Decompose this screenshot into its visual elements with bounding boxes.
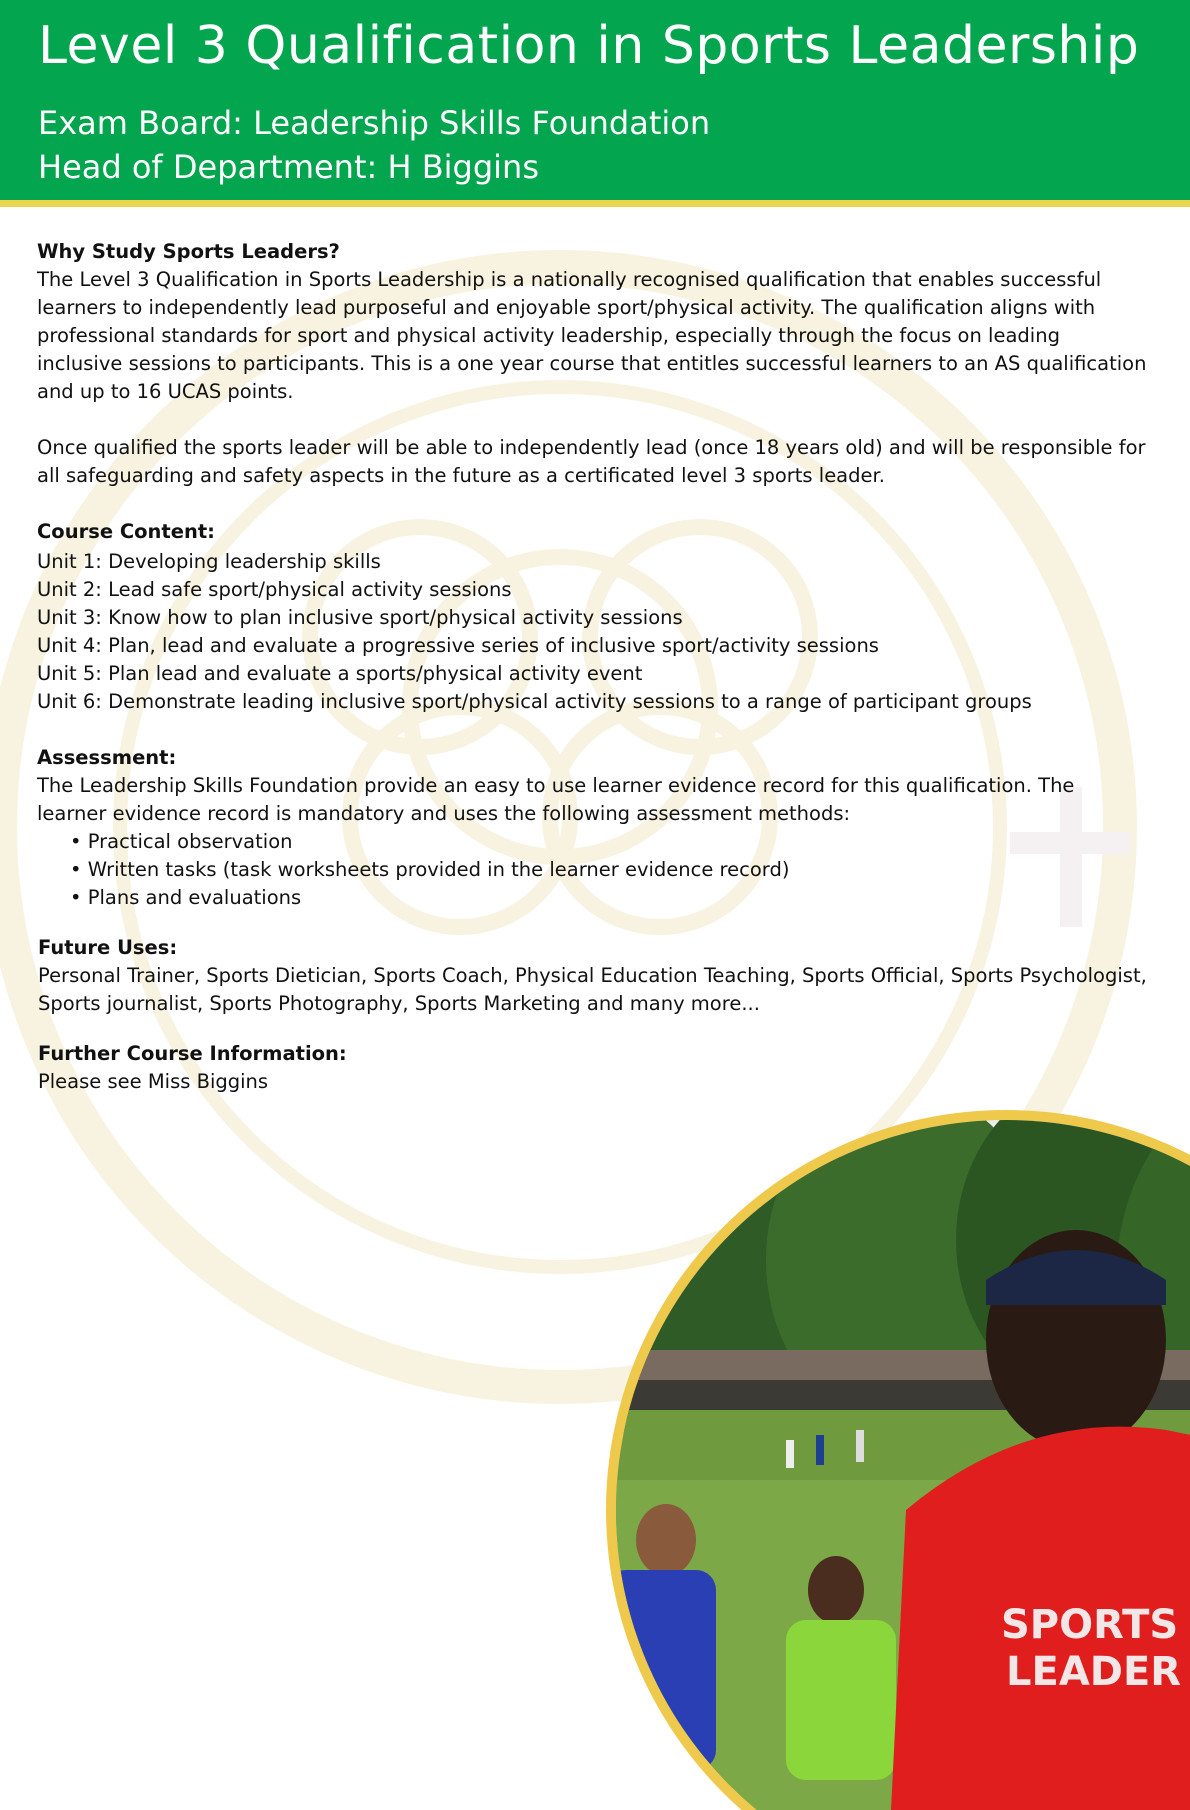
shirt-text-line-1: SPORTS xyxy=(1001,1602,1179,1648)
list-item: • Plans and evaluations xyxy=(70,884,1147,912)
why-study-heading: Why Study Sports Leaders? xyxy=(37,240,340,263)
list-item: • Practical observation xyxy=(70,828,1147,856)
shirt-text-line-2: LEADER xyxy=(1006,1649,1182,1695)
assessment-methods-list xyxy=(37,828,1147,912)
unit-item: Unit 3: Know how to plan inclusive sport/physical activity sessions xyxy=(37,606,683,629)
header-banner xyxy=(0,0,1190,207)
further-info-heading: Further Course Information: xyxy=(38,1042,347,1065)
future-uses-heading: Future Uses: xyxy=(38,936,178,959)
unit-item: Unit 6: Demonstrate leading inclusive sport/physical activity sessions to a range of participant groups xyxy=(37,690,1032,713)
unit-item: Unit 1: Developing leadership skills xyxy=(37,550,381,573)
page-title: Level 3 Qualification in Sports Leadership xyxy=(38,16,1140,76)
future-uses-text: Personal Trainer, Sports Dietician, Sports Coach, Physical Education Teaching, Sports Official, Sports Psychologist, Sports journalist, Sports Photography, Sports Marketing and many more... xyxy=(38,964,1147,1015)
assessment-paragraph: The Leadership Skills Foundation provide an easy to use learner evidence record for this qualification. The learner evidence record is mandatory and uses the following assessment methods: xyxy=(37,774,1075,825)
main-content xyxy=(37,238,1147,1096)
why-study-paragraph-1: The Level 3 Qualification in Sports Leadership is a nationally recognised qualification that enables successful learners to independently lead purposeful and enjoyable sport/physical activity. The qualification aligns with professional standards for sport and physical activity leadership, especially through the focus on leading inclusive sessions to participants. This is a one year course that entitles successful learners to an AS qualification and up to 16 UCAS points. xyxy=(37,268,1147,403)
why-study-paragraph-2: Once qualified the sports leader will be able to independently lead (once 18 years old) and will be responsible for all safeguarding and safety aspects in the future as a certificated level 3 sports leader. xyxy=(37,436,1146,487)
list-item: • Written tasks (task worksheets provided in the learner evidence record) xyxy=(70,856,1147,884)
assessment-heading: Assessment: xyxy=(37,746,177,769)
exam-board: Exam Board: Leadership Skills Foundation xyxy=(38,104,711,142)
unit-item: Unit 2: Lead safe sport/physical activity sessions xyxy=(37,578,512,601)
sports-leader-photo xyxy=(606,1110,1190,1810)
unit-item: Unit 5: Plan lead and evaluate a sports/physical activity event xyxy=(37,662,643,685)
course-content-heading: Course Content: xyxy=(37,520,215,543)
head-of-department: Head of Department: H Biggins xyxy=(38,148,539,186)
further-info-text: Please see Miss Biggins xyxy=(38,1070,269,1093)
unit-item: Unit 4: Plan, lead and evaluate a progressive series of inclusive sport/activity sessions xyxy=(37,634,879,657)
